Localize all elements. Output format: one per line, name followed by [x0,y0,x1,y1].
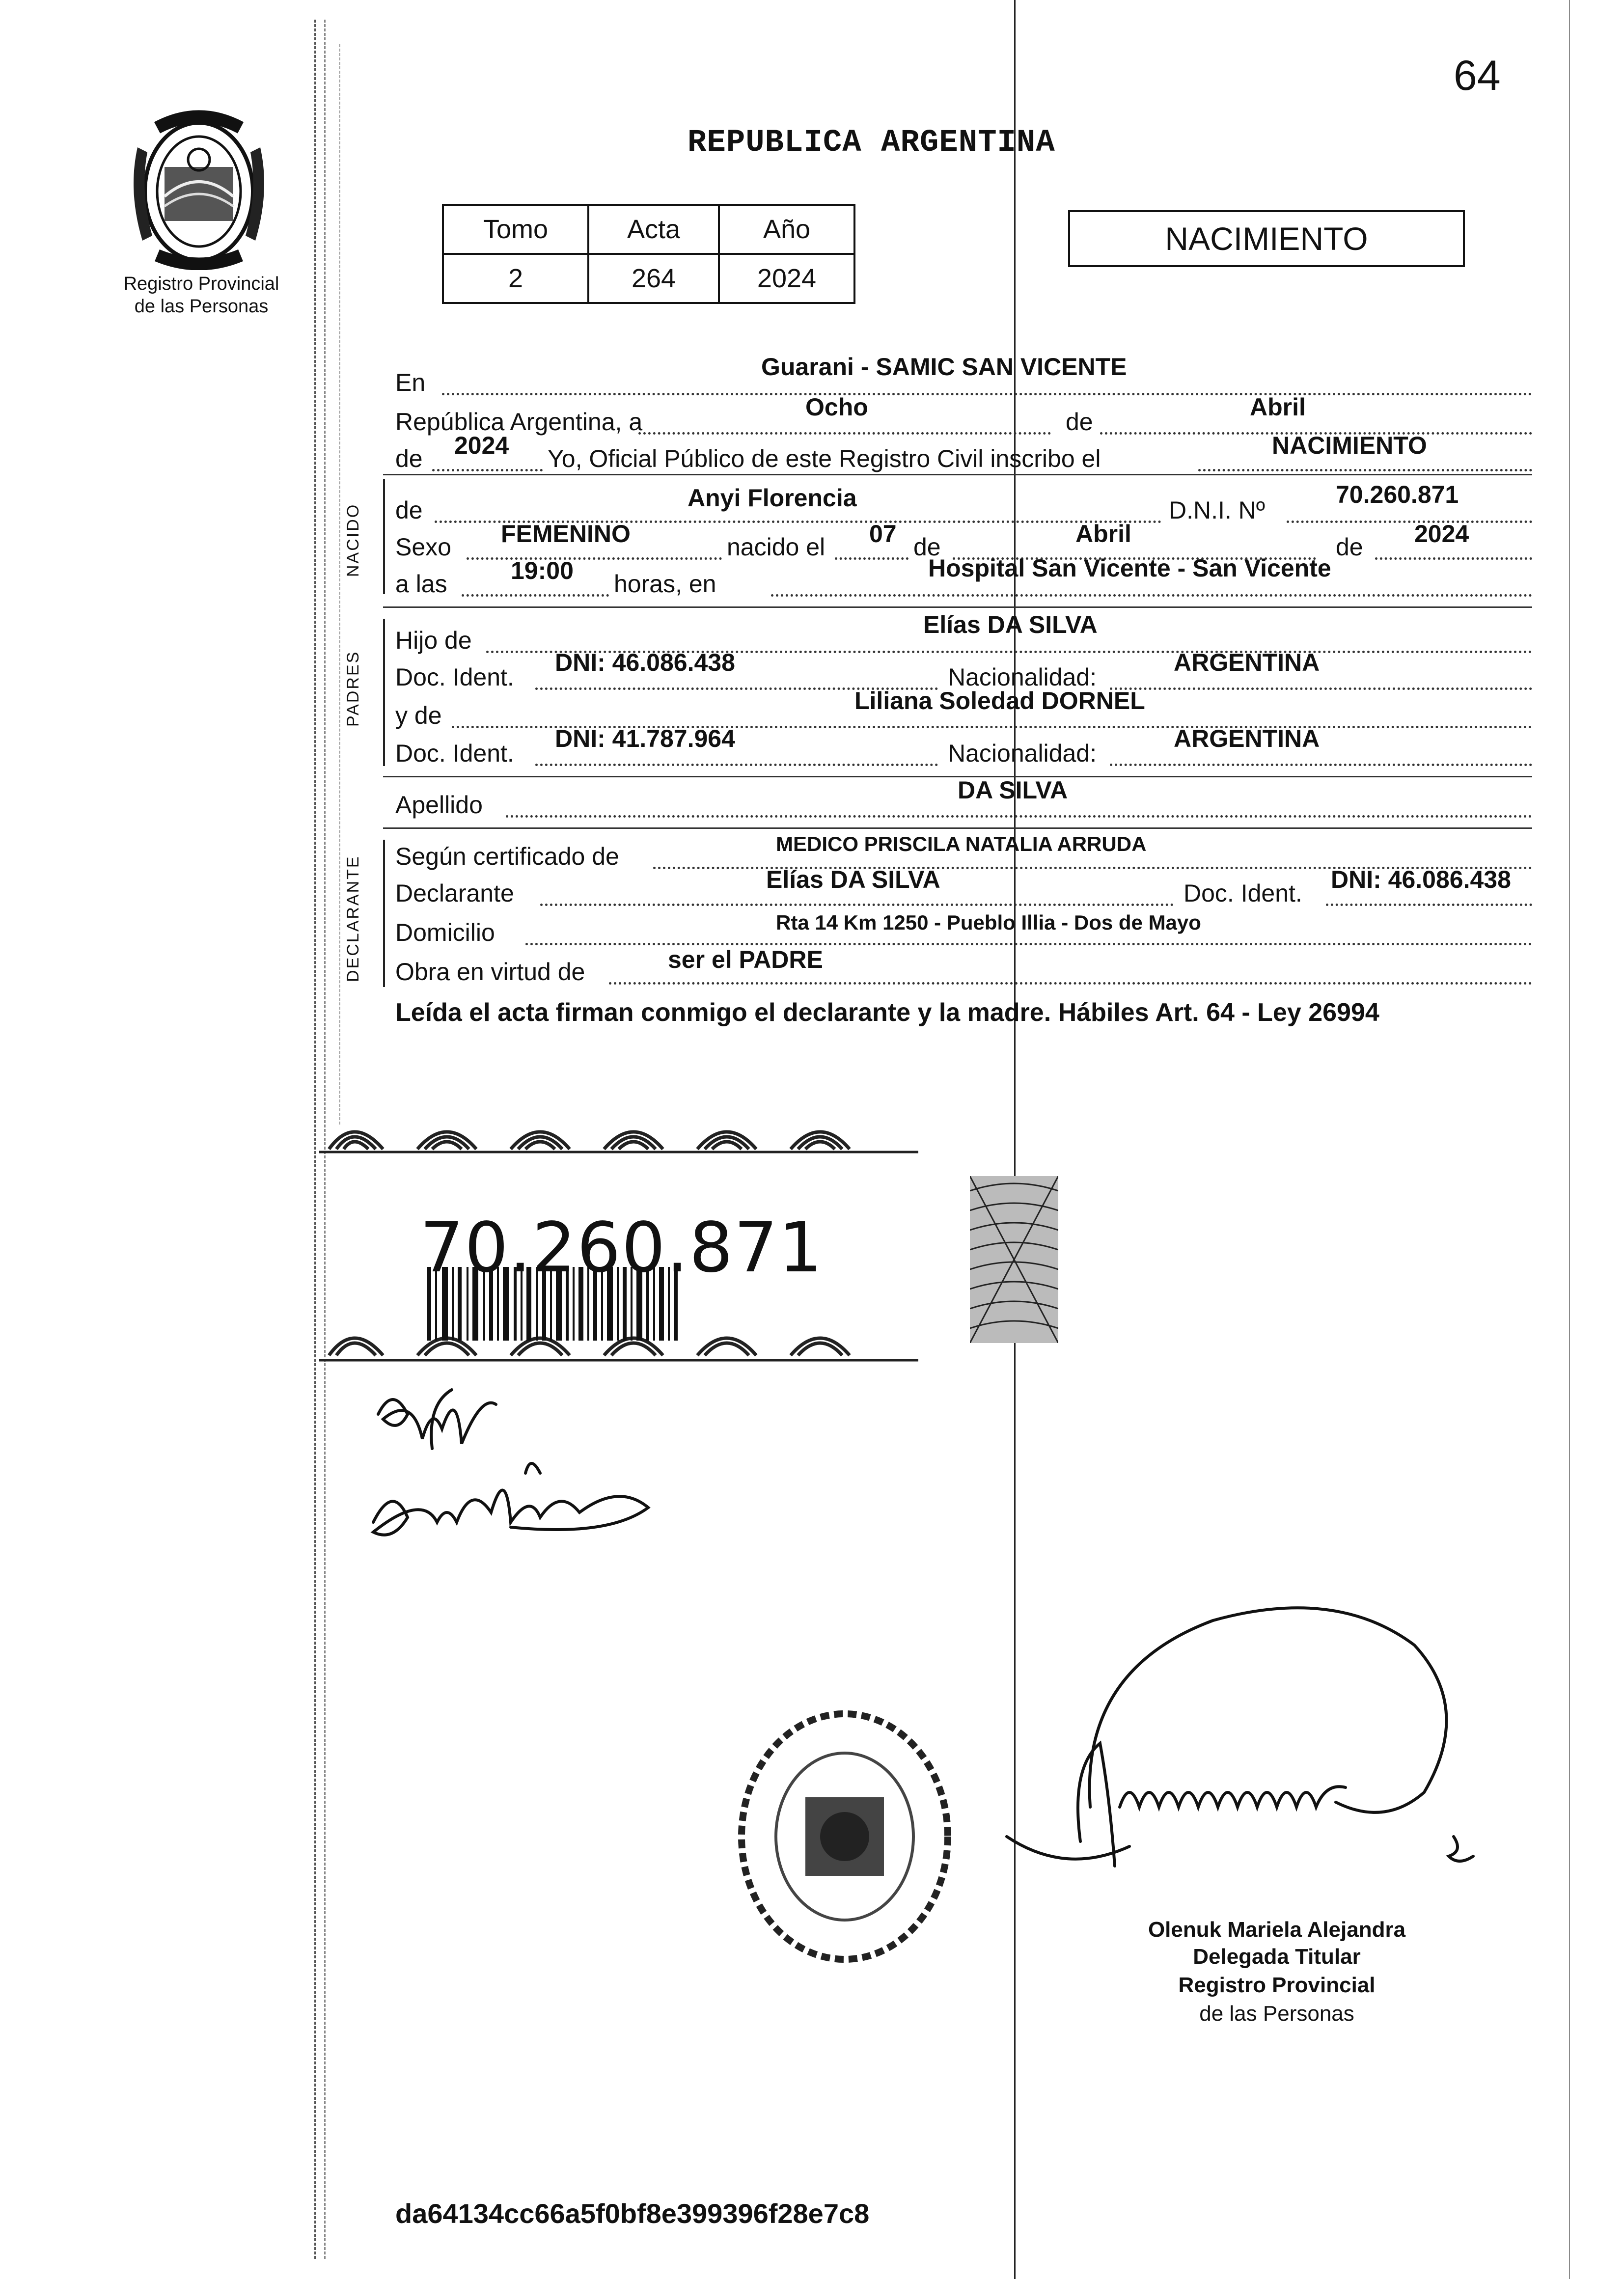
declarante-doc-label: Doc. Ident. [1184,879,1302,907]
time-value: 19:00 [511,557,574,584]
document-hash: da64134cc66a5f0bf8e399396f28e7c8 [395,2198,870,2229]
apellido-value: DA SILVA [958,776,1068,804]
logo-caption-line2: de las Personas [134,296,269,317]
scan-line-left-3 [339,44,340,1125]
dotted-line [835,557,908,560]
inscribe-value: NACIMIENTO [1272,432,1427,459]
de-label: de [913,533,941,561]
birth-day-value: 07 [869,520,897,548]
document-type: NACIMIENTO [1165,220,1368,257]
declarante-bar [383,840,385,987]
dotted-line [540,904,1174,906]
republica-label: República Argentina, a [395,408,643,436]
mother-nationality-value: ARGENTINA [1174,725,1320,752]
declarante-section-label: DECLARANTE [344,855,362,982]
hijo-de-label: Hijo de [395,627,472,654]
official-org-line2: de las Personas [1199,2002,1354,2026]
horas-label: horas, en [614,570,716,598]
nacido-de-label: de [395,496,423,524]
place-value: Guarani - SAMIC SAN VICENTE [761,353,1127,381]
father-value: Elías DA SILVA [923,611,1098,638]
registry-value-ano: 2024 [719,254,854,303]
de-label: de [1066,408,1093,436]
inscribe-label: Yo, Oficial Público de este Registro Civil inscribo el [548,445,1101,472]
scan-line-right [1569,0,1570,2279]
province-seal-logo [123,108,275,270]
de-label: de [1336,533,1363,561]
official-stamp [732,1704,958,1969]
sex-value: FEMENINO [501,520,631,548]
dotted-line [467,557,722,560]
nacido-bar [383,479,385,594]
section-separator [383,827,1532,829]
obra-value: ser el PADRE [668,946,823,973]
dotted-line [535,764,938,766]
official-name: Olenuk Mariela Alejandra [1148,1918,1406,1942]
obra-label: Obra en virtud de [395,958,585,986]
year-value: 2024 [454,432,509,459]
country-title: REPUBLICA ARGENTINA [688,125,1055,161]
dotted-line [1287,521,1532,523]
sexo-label: Sexo [395,533,451,561]
logo-caption [110,273,292,318]
mother-value: Liliana Soledad DORNEL [854,687,1145,714]
nacido-section-label: NACIDO [344,503,362,577]
y-de-label: y de [395,702,442,729]
section-separator [383,474,1532,475]
padres-section-label: PADRES [344,650,362,727]
nacido-name-value: Anyi Florencia [688,484,857,512]
page-number: 64 [1454,52,1501,99]
declarant-signatures [363,1375,668,1581]
father-nationality-value: ARGENTINA [1174,649,1320,676]
registry-header-tomo: Tomo [443,205,588,254]
dotted-line [442,393,1532,395]
dotted-line [638,432,1051,435]
official-org-line1: Registro Provincial [1178,1973,1376,1997]
domicilio-label: Domicilio [395,919,495,946]
domicilio-value: Rta 14 Km 1250 - Pueblo Illia - Dos de Mayo [776,911,1201,934]
dotted-line [1198,469,1532,471]
certificado-value: MEDICO PRISCILA NATALIA ARRUDA [776,832,1147,855]
closing-text: Leída el acta firman conmigo el declarante y la madre. Hábiles Art. 64 - Ley 26994 [395,998,1379,1027]
doc-ident-label: Doc. Ident. [395,740,514,767]
nacionalidad-label: Nacionalidad: [948,740,1097,767]
dni-label: D.N.I. Nº [1169,496,1266,524]
father-doc-value: DNI: 46.086.438 [555,649,735,676]
dotted-line [1110,687,1532,690]
declarante-doc-value: DNI: 46.086.438 [1331,866,1511,893]
scan-line-left-1 [314,20,316,2259]
birth-month-value: Abril [1075,520,1131,548]
section-separator [383,606,1532,608]
birth-place-value: Hospital San Vicente - San Vicente [928,554,1331,582]
dotted-line [1326,904,1532,906]
declarante-label: Declarante [395,879,514,907]
logo-caption-line1: Registro Provincial [123,274,279,294]
day-word-value: Ocho [805,393,868,421]
doc-ident-label: Doc. Ident. [395,663,514,691]
dotted-line [609,982,1532,985]
document-type-box [1068,210,1465,267]
official-role: Delegada Titular [1193,1945,1361,1969]
padres-bar [383,619,385,766]
declarante-value: Elías DA SILVA [766,866,940,893]
mother-doc-value: DNI: 41.787.964 [555,725,735,752]
en-label: En [395,369,426,396]
dotted-line [771,594,1532,597]
dotted-line [506,815,1532,818]
birth-year-value: 2024 [1414,520,1469,548]
registry-table [442,204,855,304]
registry-header-acta: Acta [588,205,719,254]
certificado-label: Según certificado de [395,843,619,870]
barcode-number: 70.260.871 [420,1208,824,1288]
dotted-line [1110,764,1532,766]
dni-value: 70.260.871 [1336,481,1459,508]
nacido-el-label: nacido el [727,533,826,561]
month-value: Abril [1250,393,1306,421]
de2-label: de [395,445,423,472]
dotted-line [432,469,543,471]
registry-value-tomo: 2 [443,254,588,303]
official-signature [992,1571,1483,1915]
security-hologram [970,1176,1058,1343]
dotted-line [1375,557,1532,560]
registry-value-acta: 264 [588,254,719,303]
apellido-label: Apellido [395,791,483,819]
nacionalidad-label: Nacionalidad: [948,663,1097,691]
registry-header-ano: Año [719,205,854,254]
a-las-label: a las [395,570,447,598]
scan-line-center [1014,0,1016,2279]
dotted-line [462,594,609,597]
